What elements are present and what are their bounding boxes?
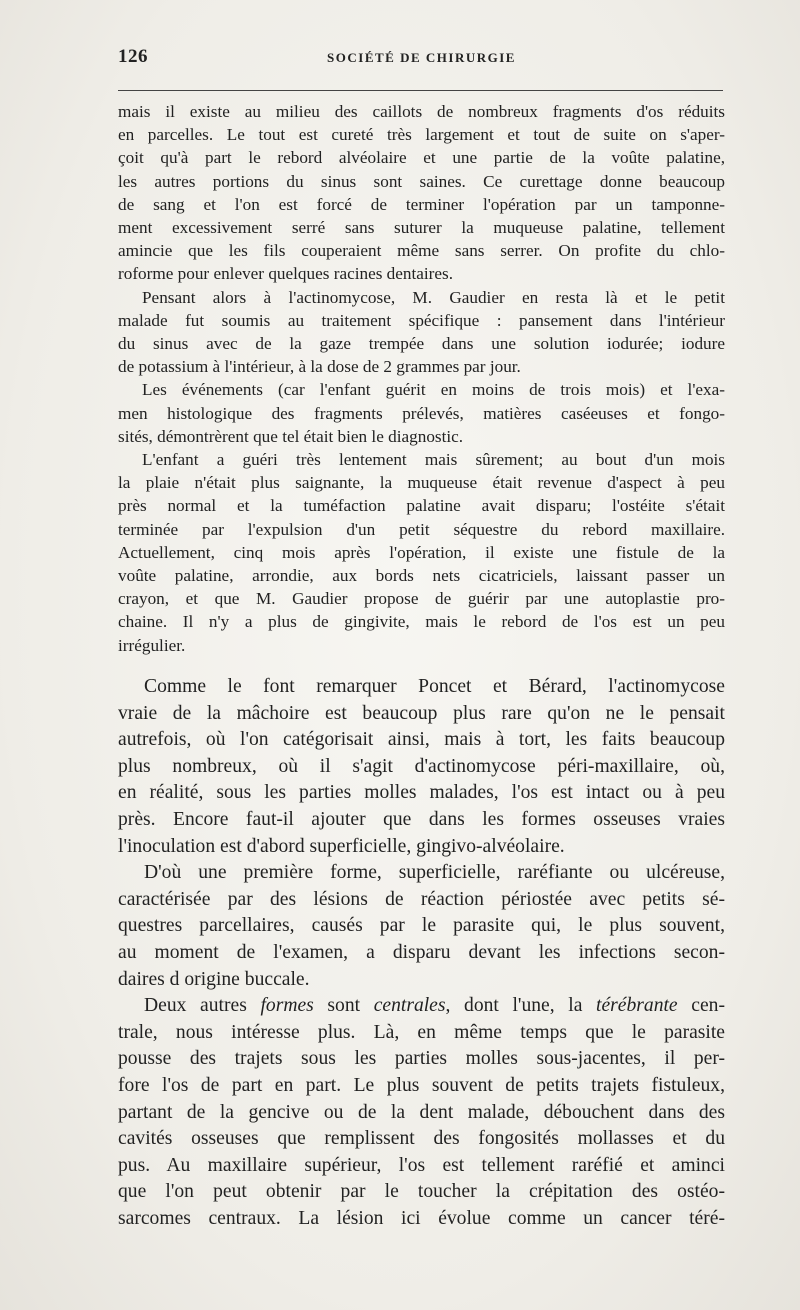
text-line: terminée par l'expulsion d'un petit séquestre du rebord maxillaire. — [118, 519, 725, 539]
text-line: Actuellement, cinq mois après l'opération, il existe une fistule de la — [118, 542, 725, 562]
text-line: Comme le font remarquer Poncet et Bérard, l'actinomycose — [144, 676, 725, 697]
text-line: amincie que les fils couperaient même sans serrer. On profite du chlo- — [118, 241, 725, 261]
text-line: fore l'os de part en part. Le plus souvent de petits trajets fistuleux, — [118, 1074, 725, 1096]
text-line: Les événements (car l'enfant guérit en moins de trois mois) et l'exa- — [142, 380, 725, 400]
running-title: SOCIÉTÉ DE CHIRURGIE — [327, 50, 516, 65]
text-line: en parcelles. Le tout est cureté très largement et tout de suite on s'aper- — [118, 125, 725, 145]
text-run: , dont l'une, la — [445, 995, 597, 1017]
text-line: crayon, et que M. Gaudier propose de guérir par une autoplastie pro- — [118, 589, 725, 609]
text-line: irrégulier. — [118, 635, 186, 655]
text-line: L'enfant a guéri très lentement mais sûrement; au bout d'un mois — [142, 450, 725, 470]
text-line: partant de la gencive ou de la dent malade, débouchent dans des — [118, 1101, 725, 1123]
text-line: questres parcellaires, causés par le parasite qui, le plus souvent, — [118, 915, 725, 937]
text-line: la plaie n'était plus saignante, la muqueuse était revenue d'aspect à peu — [118, 473, 725, 493]
text-run: Deux autres — [144, 995, 261, 1017]
text-line: voûte palatine, arrondie, aux bords nets cicatriciels, laissant passer un — [118, 566, 725, 586]
italic-term: térébrante — [596, 995, 678, 1017]
text-line: pus. Au maxillaire supérieur, l'os est tellement raréfié et aminci — [118, 1154, 725, 1176]
italic-term: centrales — [373, 995, 446, 1017]
case-report-text — [118, 100, 725, 657]
text-line: D'où une première forme, superficielle, raréfiante ou ulcéreuse, — [144, 862, 725, 884]
text-line: sarcomes centraux. La lésion ici évolue comme un cancer téré- — [118, 1207, 725, 1229]
text-line: les autres portions du sinus sont saines. Ce curettage donne beaucoup — [118, 171, 725, 191]
header-rule — [118, 90, 723, 91]
text-line: caractérisée par des lésions de réaction périostée avec petits sé- — [118, 888, 725, 910]
text-line: près. Encore faut-il ajouter que dans les formes osseuses vraies — [118, 808, 725, 830]
text-line: trale, nous intéresse plus. Là, en même temps que le parasite — [118, 1021, 725, 1043]
text-line: l'inoculation est d'abord superficielle, gingivo-alvéolaire. — [118, 835, 565, 857]
text-line: autrefois, où l'on catégorisait ainsi, mais à tort, les faits beaucoup — [118, 729, 725, 751]
text-line: malade fut soumis au traitement spécifique : pansement dans l'intérieur — [118, 310, 725, 330]
text-line: sités, démontrèrent que tel était bien le diagnostic. — [118, 426, 464, 446]
page-header — [118, 46, 725, 74]
text-line: mais il existe au milieu des caillots de nombreux fragments d'os réduits — [118, 102, 725, 121]
text-line: que l'on peut obtenir par le toucher la crépitation des ostéo- — [118, 1181, 725, 1203]
text-line: chaine. Il n'y a plus de gingivite, mais le rebord de l'os est un peu — [118, 612, 725, 632]
text-line: en réalité, sous les parties molles malades, l'os est intact ou à peu — [118, 782, 725, 804]
text-line: du sinus avec de la gaze trempée dans une solution iodurée; iodure — [118, 334, 725, 354]
text-line: ment excessivement serré sans suturer la muqueuse palatine, tellement — [118, 218, 725, 238]
text-line: cavités osseuses que remplissent des fongosités mollasses et du — [118, 1128, 725, 1150]
text-line: de potassium à l'intérieur, à la dose de 2 grammes par jour. — [118, 357, 521, 377]
text-line: pousse des trajets sous les parties molles sous-jacentes, il per- — [118, 1048, 725, 1070]
page-number: 126 — [118, 46, 148, 67]
italic-term: formes — [260, 995, 314, 1017]
text-line-mixed — [118, 993, 725, 1020]
text-line: vraie de la mâchoire est beaucoup plus rare qu'on ne le pensait — [118, 702, 725, 724]
text-line: Pensant alors à l'actinomycose, M. Gaudier en resta là et le petit — [142, 287, 725, 307]
text-run: sont — [313, 995, 374, 1017]
text-line: près normal et la tuméfaction palatine avait disparu; l'ostéite s'était — [118, 496, 725, 516]
text-line: roforme pour enlever quelques racines dentaires. — [118, 264, 454, 284]
text-line: men histologique des fragments prélevés, matières caséeuses et fongo- — [118, 403, 725, 423]
text-line: çoit qu'à part le rebord alvéolaire et une partie de la voûte palatine, — [118, 148, 725, 168]
text-line: au moment de l'examen, a disparu devant les infections secon- — [118, 941, 725, 963]
text-run: cen- — [677, 995, 725, 1017]
text-line: de sang et l'on est forcé de terminer l'opération par un tamponne- — [118, 194, 725, 214]
commentary-text — [118, 674, 725, 1232]
text-line: plus nombreux, où il s'agit d'actinomycose péri-maxillaire, où, — [118, 755, 725, 777]
text-line: daires d origine buccale. — [118, 968, 310, 990]
